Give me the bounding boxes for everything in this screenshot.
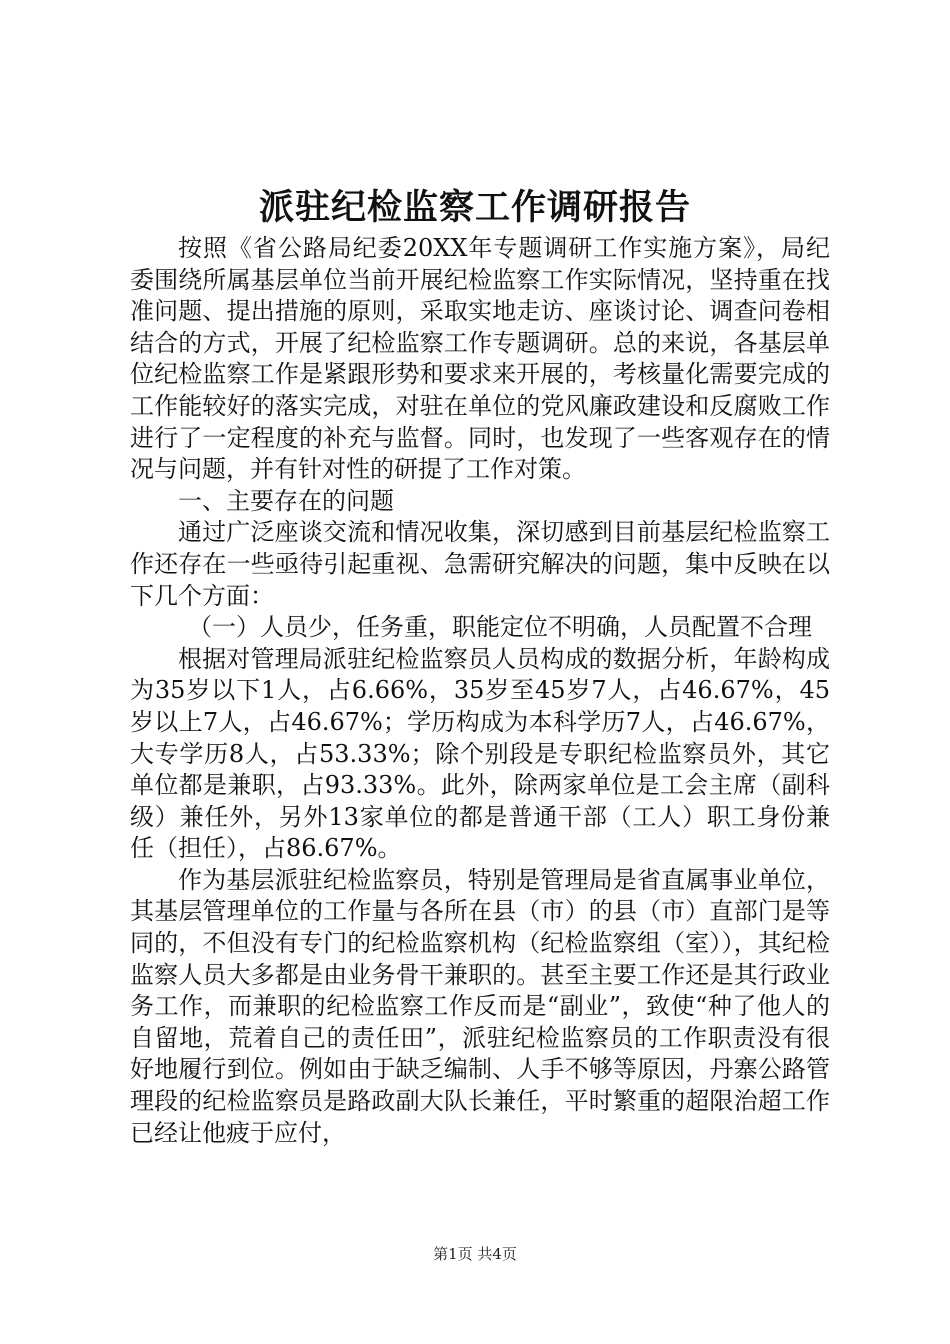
document-title: 派驻纪检监察工作调研报告 [258,187,691,228]
subsection-heading-staffing: （一）人员少，任务重，职能定位不明确，人员配置不合理 [188,613,812,642]
paragraph-problems-overview: 通过广泛座谈交流和情况收集，深切感到目前基层纪检监察工作还存在一些亟待引起重视、急需研究解决的问题，集中反映在以下几个方面： [130,518,830,610]
paragraph-staffing-data: 根据对管理局派驻纪检监察员人员构成的数据分析，年龄构成为35岁以下1人，占6.66%，35岁至45岁7人，占46.67%，45岁以上7人，占46.67%；学历构成为本科学历7人，占46.67%，大专学历8人，占53.33%；除个别段是专职纪检监察员外，其它单位都是兼职，占93.33%。此外，除两家单位是工会主席（副科级）兼任外，另外13家单位的都是普通干部（工人）职工身份兼任（担任），占86.67%。 [130,644,830,863]
document-body [130,233,830,1149]
paragraph-intro: 按照《省公路局纪委20XX年专题调研工作实施方案》，局纪委围绕所属基层单位当前开展纪检监察工作实际情况，坚持重在找准问题、提出措施的原则，采取实地走访、座谈讨论、调查问卷相结合的方式，开展了纪检监察工作专题调研。总的来说，各基层单位纪检监察工作是紧跟形势和要求来开展的，考核量化需要完成的工作能较好的落实完成，对驻在单位的党风廉政建设和反腐败工作进行了一定程度的补充与监督。同时，也发现了一些客观存在的情况与问题，并有针对性的研提了工作对策。 [130,234,830,484]
page-footer: 第1页 共4页 [433,1245,517,1263]
paragraph-staffing-analysis: 作为基层派驻纪检监察员，特别是管理局是省直属事业单位，其基层管理单位的工作量与各所在县（市）的县（市）直部门是等同的，不但没有专门的纪检监察机构（纪检监察组（室）），其纪检监察人员大多都是由业务骨干兼职的。甚至主要工作还是其行政业务工作，而兼职的纪检监察工作反而是“副业”，致使“种了他人的自留地，荒着自己的责任田”，派驻纪检监察员的工作职责没有很好地履行到位。例如由于缺乏编制、人手不够等原因，丹寨公路管理段的纪检监察员是路政副大队长兼任，平时繁重的超限治超工作已经让他疲于应付， [130,865,830,1147]
section-heading-main-problems: 一、主要存在的问题 [178,486,394,515]
